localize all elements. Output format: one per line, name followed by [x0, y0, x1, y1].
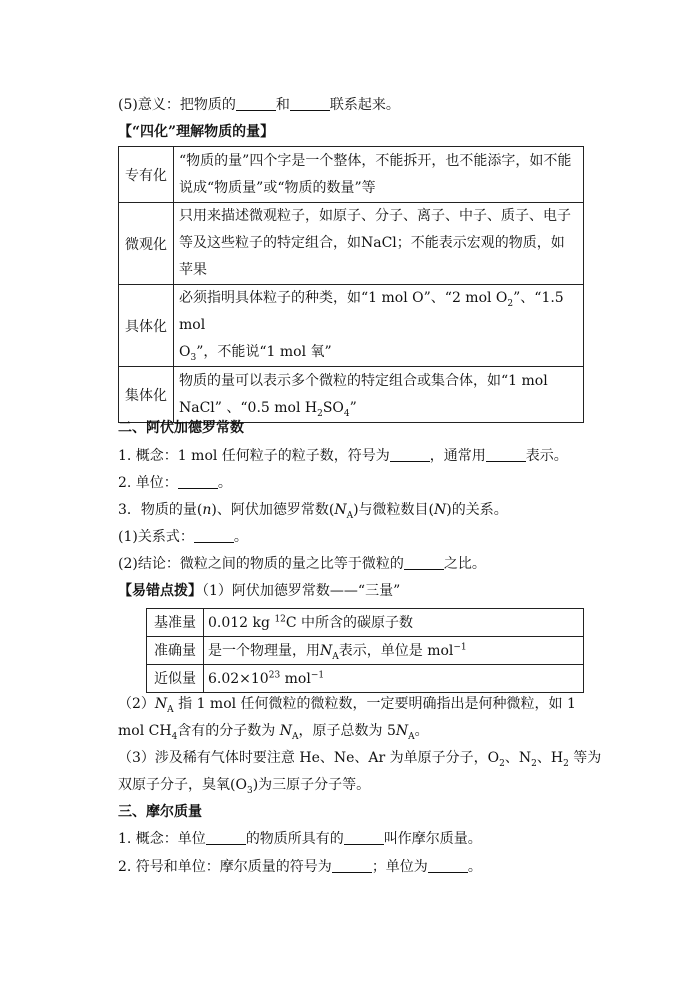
blank-6 [194, 528, 234, 543]
blank-5 [178, 474, 218, 489]
row-label: 集体化 [119, 367, 174, 423]
row-content: 是一个物理量，用$N_A$表示，单位是 mol$^{-1}$ [204, 637, 584, 665]
note2-line1: $(2)N_A$ 指 1 mol 任何微粒的微粒数，一定要明确指出是何种微粒，如 1 [118, 696, 576, 715]
table-row [147, 609, 584, 637]
meaning-suffix: 联系起来。 [329, 97, 400, 113]
table-row [119, 203, 584, 285]
row-label: 具体化 [119, 285, 174, 367]
s3-item1: 1. 概念：单位 的物质所具有的 叫作摩尔质量。 [118, 831, 482, 847]
blank-8 [206, 830, 246, 845]
four-heading: 【“四化”理解物质的量】 [118, 124, 275, 140]
row-label: 准确量 [147, 637, 204, 665]
meaning-line [118, 95, 400, 115]
row-label: 微观化 [119, 203, 174, 285]
row-text: NaCl” 、“0.5 mol $H_2SO_4$” [179, 399, 357, 419]
table-row [119, 367, 584, 423]
blank-11 [428, 858, 468, 873]
row-label: 专有化 [119, 147, 174, 203]
row-content: 0.012 kg $^{12}$C 中所含的碳原子数 [204, 609, 584, 637]
section2-title: 二、阿伏加德罗常数 [118, 420, 244, 436]
row-text: 苹果 [179, 262, 207, 278]
table-row [119, 285, 584, 367]
meaning-mid: 和 [275, 97, 290, 113]
row-label: 基准量 [147, 609, 204, 637]
blank-2 [290, 96, 330, 111]
table-row [147, 665, 584, 693]
row-text: 只用来描述微观粒子，如原子、分子、离子、中子、质子、电子 [179, 208, 571, 224]
row-text: 必须指明具体粒子的种类，如“1 mol O”、“2 mol $O_2$”、“1.5 mol [179, 290, 564, 333]
blank-4 [486, 447, 526, 462]
blank-1 [236, 96, 276, 111]
s2-item3-2: (2)结论：微粒之间的物质的量之比等于微粒的 之比。 [118, 556, 486, 572]
note2-line2: mol $CH_4$含有的分子数为 $N_A$，原子总数为 $5N_A$。 [118, 723, 429, 742]
row-content: $6.02\times 10^{23}$ mol$^{-1}$ [204, 665, 584, 693]
table-row [119, 147, 584, 203]
row-content [174, 285, 584, 367]
blank-10 [332, 858, 372, 873]
four-table [118, 146, 584, 423]
blank-7 [404, 555, 444, 570]
row-text: 等及这些粒子的特定组合，如NaCl；不能表示宏观的物质，如 [179, 235, 565, 251]
row-content [174, 147, 584, 203]
note3-line1: （3）涉及稀有气体时要注意 He、Ne、Ar 为单原子分子，$O_2$、$N_2$、$H_2$ 等为 [118, 750, 602, 769]
blank-3 [390, 447, 430, 462]
s2-item3: 3．物质的量(n)、阿伏加德罗常数$(N_A)$与微粒数目(N)的关系。 [118, 502, 508, 521]
s2-item1: 1. 概念：1 mol 任何粒子的粒子数，符号为 ，通常用 表示。 [118, 448, 568, 464]
s2-item3-1: (1)关系式： 。 [118, 529, 248, 545]
meaning-prefix: (5)意义：把物质的 [118, 97, 236, 113]
note3-line2: 双原子分子，臭氧$(O_3)$为三原子分子等。 [118, 777, 371, 796]
s3-item2: 2. 符号和单位：摩尔质量的符号为 ；单位为 。 [118, 859, 482, 875]
row-content [174, 203, 584, 285]
row-label: 近似量 [147, 665, 204, 693]
section3-title: 三、摩尔质量 [118, 804, 202, 820]
blank-9 [344, 830, 384, 845]
row-text: “物质的量”四个字是一个整体，不能拆开，也不能添字，如不能 [179, 152, 572, 169]
row-text: $O_3$”，不能说“1 mol 氧” [179, 344, 332, 363]
row-content [174, 367, 584, 423]
row-text: 说成“物质量”或“物质的数量”等 [179, 179, 376, 196]
three-table [146, 608, 584, 693]
table-row [147, 637, 584, 665]
s2-item2: 2. 单位： 。 [118, 475, 232, 491]
row-text: 物质的量可以表示多个微粒的特定组合或集合体，如“1 mol [179, 372, 548, 389]
tip-heading: 【易错点拨】（1）阿伏加德罗常数——“三量” [118, 583, 401, 599]
